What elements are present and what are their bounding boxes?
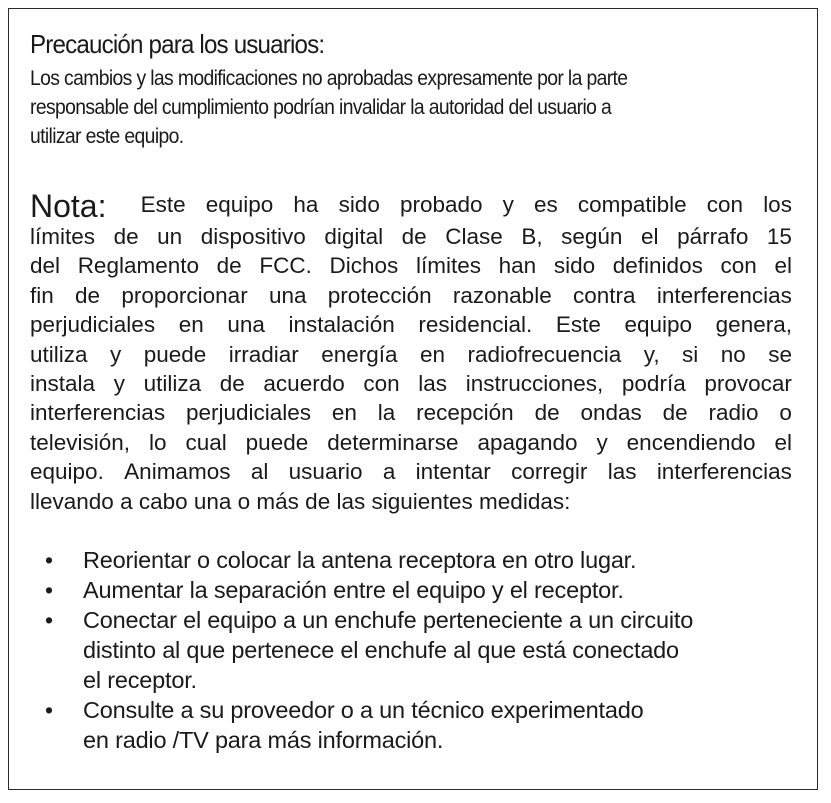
measure-item [45,695,785,755]
note-word: Clase [445,224,503,249]
bullet-icon: • [45,547,53,573]
measure-item [45,605,785,695]
caution-title: Precaución para los usuarios: [30,29,325,59]
note-word: Dichos [329,253,399,279]
caution-section [30,28,790,151]
note-word: instrucciones, [465,371,604,397]
note-word: llevando a cabo una o más de las siguientes medidas: [30,488,571,514]
note-word: probado [399,192,483,217]
note-word: con [706,192,744,217]
measure-text: Conectar el equipo a un enchufe perteneciente a un circuito [83,607,694,633]
note-label: Nota: [30,188,107,224]
note-line [30,457,792,486]
note-word: sido [553,253,596,279]
note-word: en [419,341,445,367]
note-word: el [774,429,792,455]
note-word: al [250,459,269,485]
note-word: Reglamento [77,253,200,279]
note-line [30,190,792,222]
note-word: perjudiciales [185,400,312,426]
note-word: dispositivo [200,224,306,249]
note-word: según [561,224,623,249]
note-word: de [401,224,427,249]
note-word: las [418,371,448,397]
note-word: Animamos [124,459,231,485]
note-word: acuerdo [263,371,345,397]
note-word: se [768,341,792,367]
note-word: ondas [580,400,642,426]
note-word: el [641,224,659,249]
note-word: una [227,312,265,338]
note-word: utiliza [30,341,88,367]
note-line [30,310,792,339]
note-word: si [682,341,699,367]
note-word: una [268,282,307,308]
note-word: de [113,224,139,249]
note-word: con [363,371,400,397]
note-word: límites [30,224,96,249]
note-word: proporcionar [121,282,248,308]
note-word: la [377,400,396,426]
note-word: puede [143,341,207,367]
note-word: o [779,400,792,426]
note-word: recepción [416,400,514,426]
note-word: corregir [511,459,588,485]
note-word: el [774,253,792,279]
note-word: y [502,192,514,217]
note-word: lo [149,429,167,455]
measure-text: en radio /TV para más información. [83,727,444,753]
note-word: a [382,459,396,485]
note-word: los [763,192,792,217]
note-word: radio [708,400,759,426]
note-word: es [534,192,558,217]
note-word: Este [140,192,186,217]
note-paragraph [30,190,792,516]
caution-line: utilizar este equipo. [30,124,184,148]
note-word: radiofrecuencia [467,341,622,367]
note-word: compatible [577,192,687,217]
note-word: irradiar [228,341,299,367]
note-word: Este [555,312,601,338]
note-word: y [113,371,125,397]
bullet-icon: • [45,607,53,633]
note-word: instalación [288,312,395,338]
note-word: residencial. [418,312,533,338]
measures-list [45,545,785,755]
note-word: determinarse [327,429,459,455]
note-word: provocar [704,371,792,397]
note-section [30,190,792,516]
note-word: interferencias [656,459,792,485]
note-line [30,428,792,457]
note-word: cual [185,429,227,455]
caution-body [30,64,790,151]
note-word: un [157,224,183,249]
note-word: apagando [477,429,578,455]
note-word: podría [621,371,686,397]
note-word: encendiendo [626,429,756,455]
measure-text: Aumentar la separación entre el equipo y el receptor. [83,577,624,603]
note-word: perjudiciales [30,312,156,338]
note-word: intentar [415,459,491,485]
note-word: de [219,371,245,397]
note-word: equipo [624,312,693,338]
note-word: las [607,459,637,485]
note-word: en [178,312,204,338]
note-word: genera, [715,312,792,338]
note-word: límites [415,253,481,279]
measure-text: Consulte a su proveedor o a un técnico experimentado [83,697,644,723]
note-word: equipo [205,192,274,217]
note-word: usuario [288,459,363,485]
caution-line: Los cambios y las modificaciones no aprobadas expresamente por la parte [30,66,628,90]
note-word: de [75,282,101,308]
note-word: sido [338,192,380,217]
note-word: puede [245,429,309,455]
caution-line: responsable del cumplimiento podrían invalidar la autoridad del usuario a [30,95,612,119]
note-word: interferencias [656,282,792,308]
note-word: razonable [452,282,552,308]
note-word: y [596,429,608,455]
note-word: utiliza [143,371,202,397]
note-word: instala [30,371,96,397]
note-line [30,487,792,516]
note-word: del [30,253,61,279]
note-word: B, [521,224,543,249]
bullet-icon: • [45,697,53,723]
note-word: de [534,400,560,426]
note-word: equipo. [30,459,104,485]
note-line [30,222,792,251]
note-word: ha [293,192,319,217]
measure-text: Reorientar o colocar la antena receptora en otro lugar. [83,547,637,573]
note-word: energía [321,341,398,367]
note-line [30,398,792,427]
measure-text: distinto al que pertenece el enchufe al que está conectado [83,637,679,663]
note-word: definidos [612,253,703,279]
note-word: de [216,253,242,279]
measure-item [45,545,785,575]
note-line [30,340,792,369]
note-word: contra [573,282,636,308]
note-word: digital [324,224,384,249]
note-word: párrafo [677,224,749,249]
bullet-icon: • [45,577,53,603]
note-word: no [720,341,746,367]
note-line [30,369,792,398]
note-word: y, [643,341,660,367]
note-word: FCC. [259,253,312,279]
measure-item [45,575,785,605]
note-word: han [498,253,537,279]
note-word: 15 [766,224,792,249]
note-word: de [662,400,688,426]
note-word: con [720,253,757,279]
measure-text: el receptor. [83,667,197,693]
note-word: protección [327,282,432,308]
note-word: fin [30,282,54,308]
note-word: interferencias [30,400,166,426]
note-word: y [109,341,122,367]
note-line [30,281,792,310]
note-word: en [331,400,357,426]
note-line [30,251,792,280]
note-word: televisión, [30,429,131,455]
